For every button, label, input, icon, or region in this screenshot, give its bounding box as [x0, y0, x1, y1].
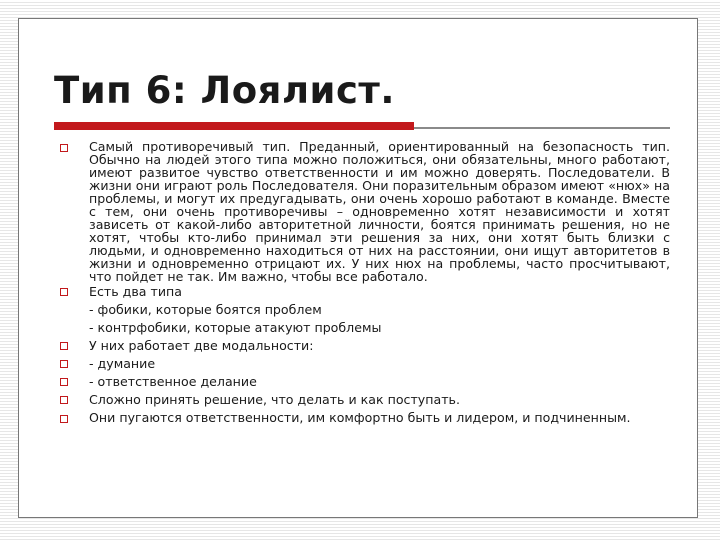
hollow-square-bullet-icon — [60, 378, 68, 386]
bullet-item — [60, 373, 670, 391]
hollow-square-bullet-icon — [60, 342, 68, 350]
sub-item-text: - контрфобики, которые атакуют проблемы — [89, 320, 382, 335]
title-accent-bar — [54, 122, 414, 130]
hollow-square-bullet-icon — [60, 396, 68, 404]
hollow-square-bullet-icon — [60, 288, 68, 296]
bullet-text: Самый противоречивый тип. Преданный, ориентированный на безопасность тип. Обычно на людей этого типа можно положиться, они обязательны, много работают, имеют развитое чувство ответственности и им можно доверять. Последователи. В жизни они играют роль Последователя. Они поразительным образом имеют «нюх» на проблемы, и могут их предугадывать, они очень хорошо работают в команде. Вместе с тем, они очень противоречивы – одновременно хотят независимости и хотят зависеть от какой-либо авторитетной личности, боятся принимать решения, но не хотят, чтобы кто-либо принимал эти решения за них, они хотят быть близки с людьми, и одновременно находиться от них на расстоянии, они ищут авторитетов в жизни и одновременно отрицают их. У них нюх на проблемы, часто просчитывают, что пойдет не так. Им важно, чтобы все работало. — [89, 139, 670, 284]
bullet-text: Сложно принять решение, что делать и как поступать. — [89, 392, 460, 407]
title-divider-line — [414, 127, 670, 129]
bullet-item — [60, 391, 670, 409]
hollow-square-bullet-icon — [60, 144, 68, 152]
bullet-item — [60, 355, 670, 373]
bullet-text: - ответственное делание — [89, 374, 257, 389]
bullet-item — [60, 410, 670, 426]
hollow-square-bullet-icon — [60, 415, 68, 423]
bullet-list — [60, 138, 670, 426]
hollow-square-bullet-icon — [60, 360, 68, 368]
bullet-item — [60, 140, 670, 283]
bullet-text: Есть два типа — [89, 284, 182, 299]
bullet-item — [60, 337, 670, 355]
bullet-text: - думание — [89, 356, 156, 371]
sub-item-text: - фобики, которые боятся проблем — [89, 302, 322, 317]
bullet-text: У них работает две модальности: — [89, 338, 314, 353]
bullet-text: Они пугаются ответственности, им комфортно быть и лидером, и подчиненным. — [89, 410, 631, 425]
bullet-item — [60, 283, 670, 337]
slide-title: Тип 6: Лоялист. — [54, 69, 395, 112]
